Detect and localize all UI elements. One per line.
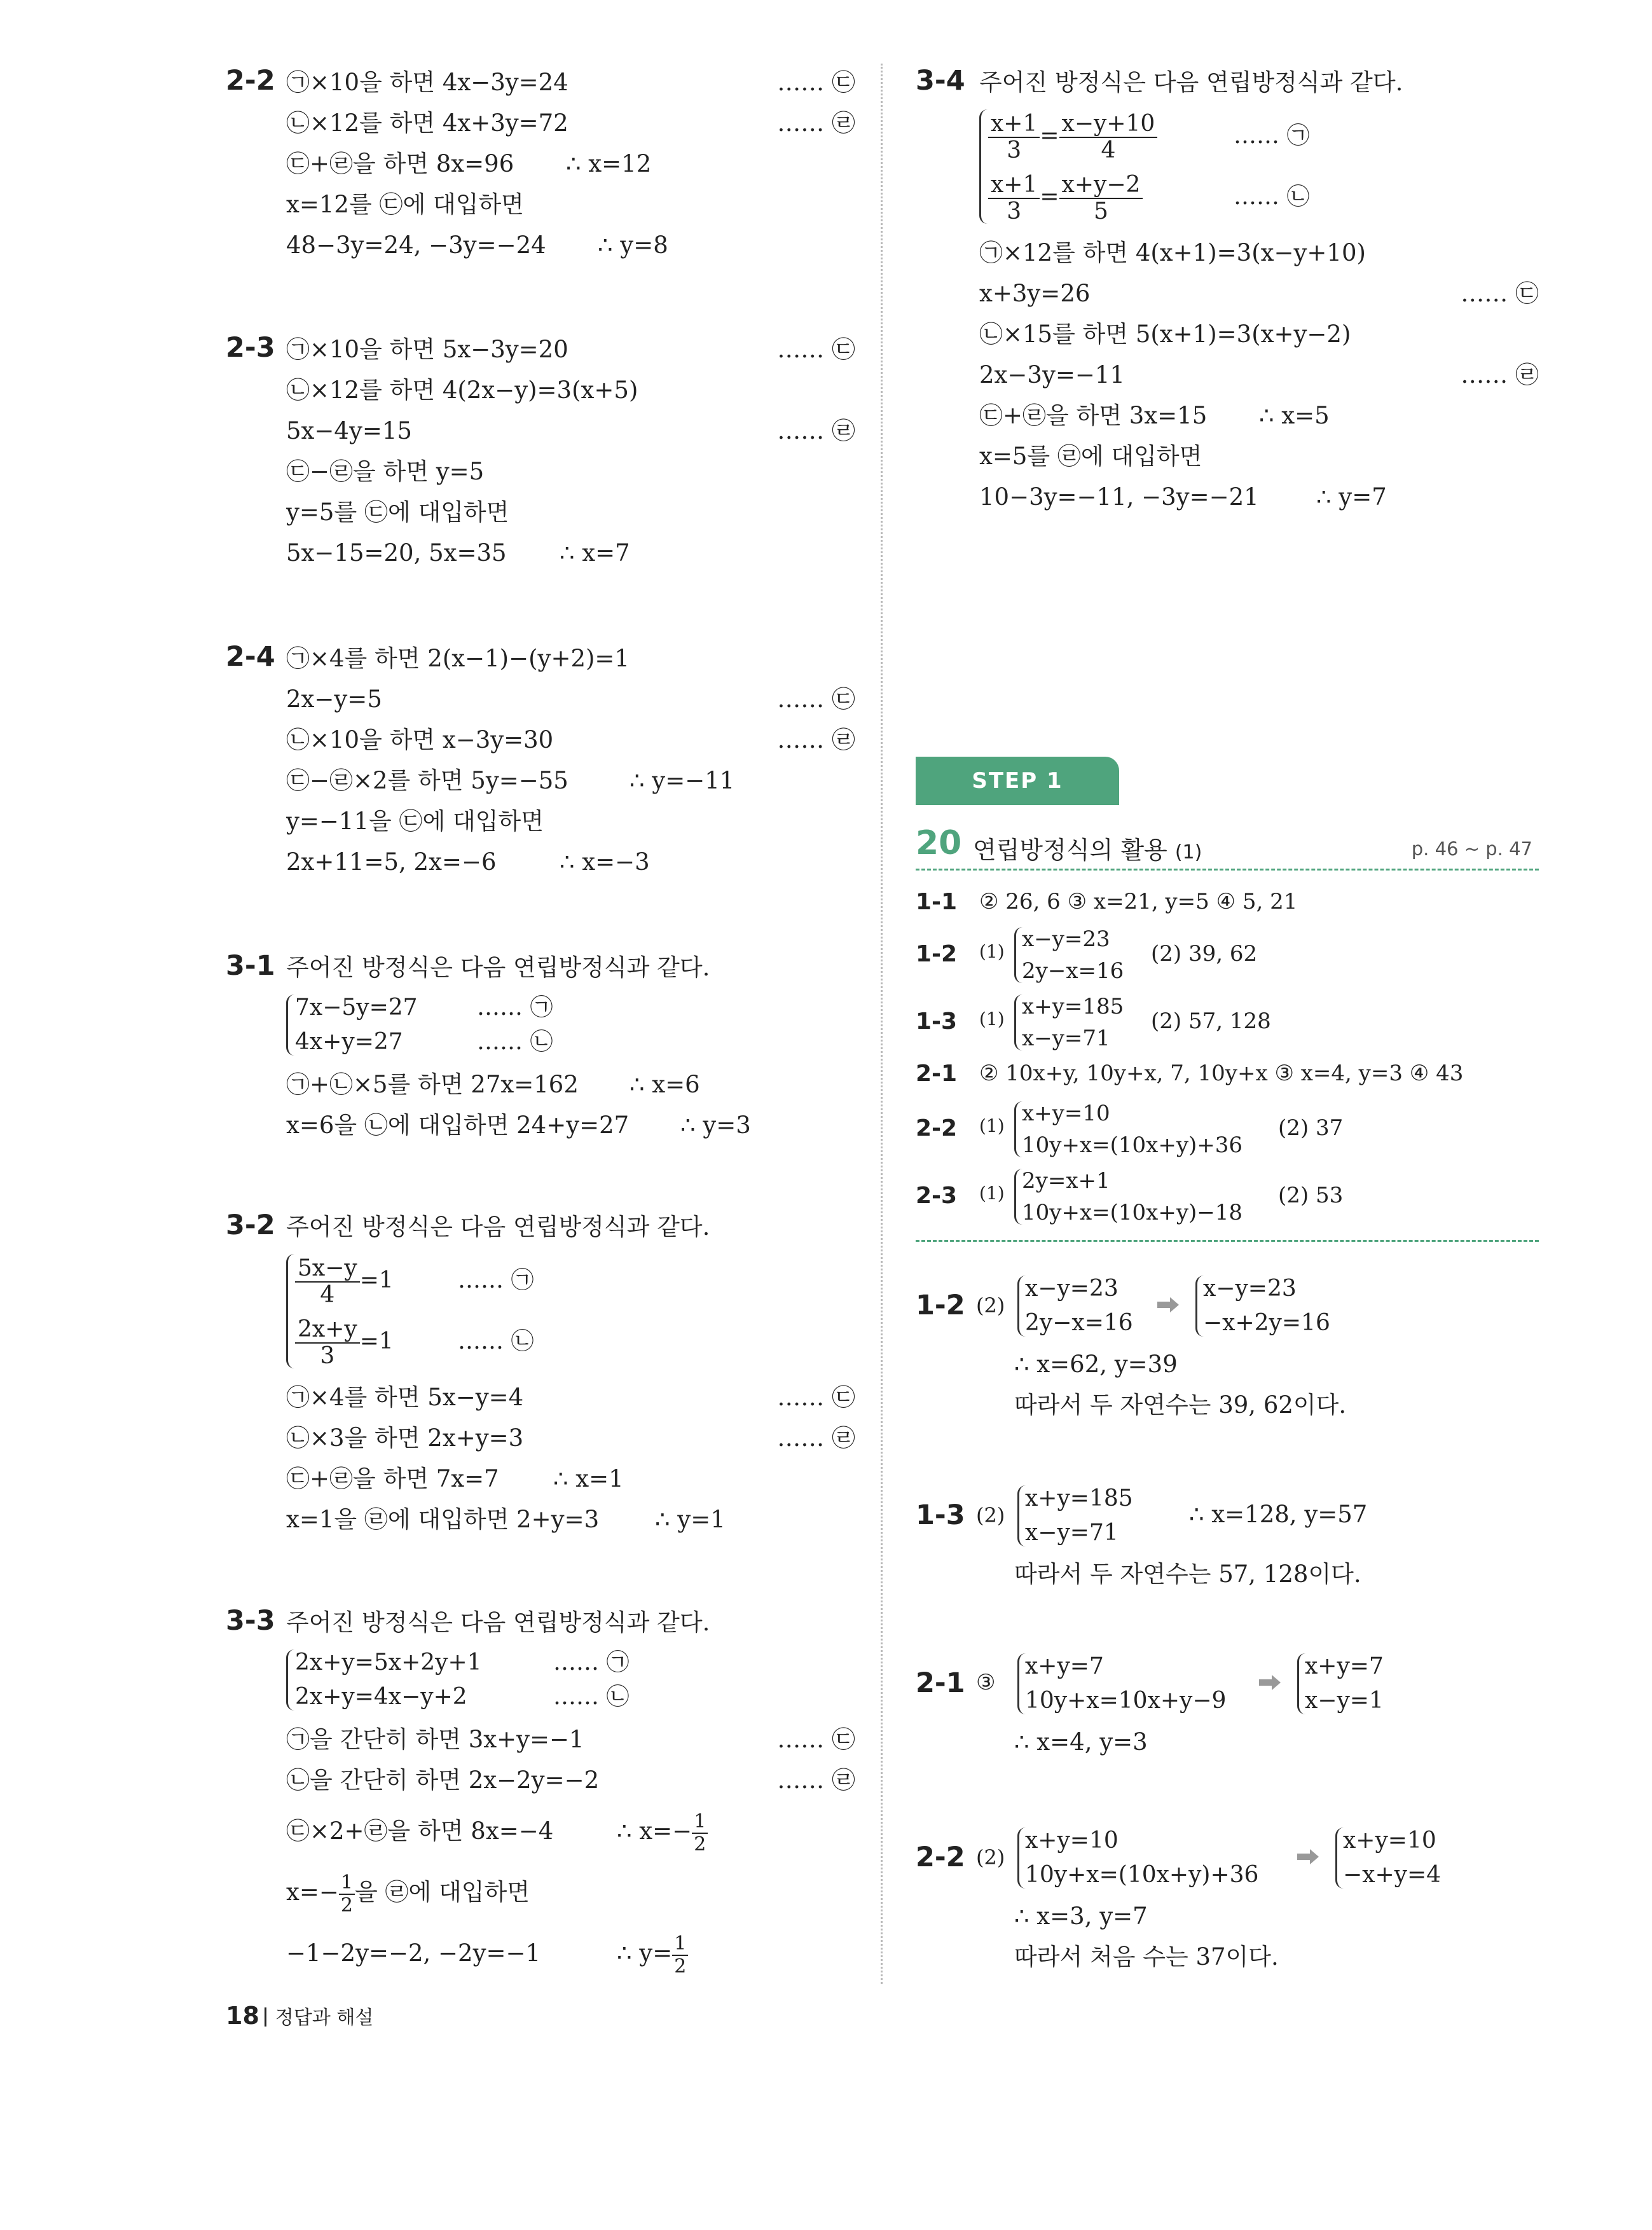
solution-line: x+3y=26 (979, 280, 1091, 307)
solution-line: 2x−y=5 (286, 685, 382, 713)
numerator: x+1 (988, 172, 1040, 199)
equation-tag: …… ㉣ (777, 109, 855, 137)
problem-number: 3-3 (226, 1605, 275, 1637)
rhs: =1 (359, 1328, 394, 1354)
therefore-result: ∴ y=1 (655, 1506, 726, 1533)
equation-tag: …… ㉡ (458, 1328, 534, 1354)
section-subtitle: (1) (1174, 841, 1202, 864)
page-range: p. 46 ~ p. 47 (1411, 838, 1532, 860)
answer-number: 1-1 (916, 889, 958, 915)
system-equation: −x+2y=16 (1203, 1310, 1330, 1336)
answer-number: 2-2 (916, 1115, 958, 1141)
therefore-result: ∴ x=1 (553, 1465, 624, 1492)
therefore-result: ∴ x=− (617, 1817, 692, 1845)
equation-tag: …… ㉣ (1461, 361, 1539, 389)
answer-number: 2-1 (916, 1061, 958, 1087)
brace (1195, 1276, 1204, 1337)
section-header (916, 824, 1539, 871)
solution-line: ㉡×3을 하면 2x+y=3 (286, 1424, 524, 1452)
therefore-result: ∴ x=−3 (560, 848, 650, 876)
system-equation: x+y=185 (1025, 1485, 1133, 1511)
answer-text: ② 26, 6 ③ x=21, y=5 ④ 5, 21 (979, 889, 1298, 914)
solution-line: 5x−4y=15 (286, 417, 412, 444)
equation-system (286, 991, 855, 1059)
problem-number: 1-2 (916, 1290, 965, 1321)
answer-text: ② 10x+y, 10y+x, 7, 10y+x ③ x=4, y=3 ④ 43 (979, 1061, 1464, 1086)
numerator: x+y−2 (1059, 172, 1143, 199)
solution-line: ∴ x=62, y=39 (1014, 1351, 1178, 1378)
system-equation: 10y+x=(10x+y)−18 (1022, 1200, 1243, 1225)
system-equation: 7x−5y=27 (295, 995, 418, 1021)
equation-tag: …… ㉣ (777, 1424, 855, 1452)
solution-line: ㉠×12를 하면 4(x+1)=3(x−y+10) (979, 239, 1366, 266)
solution-line: ∴ x=3, y=7 (1014, 1903, 1148, 1930)
system-equation: x−y=71 (1022, 1026, 1110, 1051)
brace (1014, 995, 1022, 1050)
conclusion-line: 따라서 두 자연수는 39, 62이다. (1014, 1391, 1347, 1419)
system-equation: −x+y=4 (1343, 1862, 1442, 1888)
equation-tag: …… ㉡ (1234, 184, 1310, 210)
denominator: 4 (320, 1282, 335, 1308)
equation-tag: …… ㉠ (477, 995, 553, 1021)
system-equation: 4x+y=27 (295, 1029, 403, 1055)
equation-tag: …… ㉣ (777, 1766, 855, 1794)
brace (1017, 1827, 1026, 1889)
rhs: =1 (359, 1267, 394, 1293)
page-number: 18 (226, 2002, 259, 2030)
brace (1017, 1653, 1026, 1714)
problem-intro: 주어진 방정식은 다음 연립방정식과 같다. (286, 1609, 710, 1636)
therefore-result: ∴ y= (617, 1939, 673, 1967)
solution-line: ㉢−㉣×2를 하면 5y=−55 (286, 767, 568, 794)
arrow-right-icon (1297, 1849, 1319, 1864)
page-footer (226, 2002, 373, 2030)
system-equation: 2y=x+1 (1022, 1168, 1110, 1194)
solution-line: 48−3y=24, −3y=−24 (286, 231, 546, 259)
equation-tag: …… ㉠ (458, 1267, 534, 1293)
system-equation: 10y+x=10x+y−9 (1025, 1688, 1227, 1714)
denominator: 3 (1007, 137, 1022, 163)
problem-intro: 주어진 방정식은 다음 연립방정식과 같다. (979, 69, 1403, 96)
problem-number: 3-2 (226, 1209, 275, 1241)
brace (1014, 927, 1022, 983)
system-equation: 10y+x=(10x+y)+36 (1025, 1862, 1259, 1888)
section-divider (916, 1240, 1539, 1242)
brace (1297, 1653, 1305, 1714)
answer-text: (2) 37 (1278, 1115, 1344, 1141)
footer-title: 정답과 해설 (275, 2007, 374, 2029)
problem-number: 2-2 (226, 65, 275, 97)
system-equation: x+y=7 (1305, 1653, 1384, 1679)
therefore-result: ∴ y=8 (598, 231, 668, 259)
solution-line: y=−11을 ㉢에 대입하면 (286, 808, 544, 835)
therefore-result: ∴ y=3 (680, 1112, 751, 1139)
answer-text: (2) 53 (1278, 1183, 1344, 1208)
numerator: x−y+10 (1059, 111, 1158, 138)
solution-line: ㉢+㉣을 하면 7x=7 (286, 1465, 499, 1492)
solution-line: 2x−3y=−11 (979, 361, 1125, 389)
problem-number: 2-1 (916, 1667, 965, 1699)
solution-line: ㉡을 간단히 하면 2x−2y=−2 (286, 1766, 600, 1794)
part-label: (2) (976, 1293, 1005, 1318)
denominator: 4 (1101, 137, 1116, 163)
solution-line: ㉡×15를 하면 5(x+1)=3(x+y−2) (979, 320, 1351, 348)
solution-line: ㉡×12를 하면 4(2x−y)=3(x+5) (286, 376, 638, 404)
equation-tag: …… ㉡ (553, 1684, 630, 1710)
numerator: 5x−y (295, 1256, 360, 1283)
therefore-result: ∴ x=5 (1259, 402, 1330, 429)
solution-line: ㉠×10을 하면 4x−3y=24 (286, 69, 568, 96)
solution-line: 5x−15=20, 5x=35 (286, 539, 507, 567)
problem-number: 2-4 (226, 641, 275, 673)
problem-number: 1-3 (916, 1499, 965, 1531)
system-equation: x+y=10 (1343, 1827, 1436, 1854)
equation-tag: …… ㉢ (777, 1726, 855, 1753)
system-equation: x−y=23 (1022, 926, 1110, 952)
equation-tag: …… ㉢ (777, 336, 855, 363)
part-label: (1) (979, 1115, 1005, 1136)
brace (1335, 1827, 1344, 1889)
problem-number: 3-4 (916, 65, 965, 97)
system-equation: 2y−x=16 (1022, 958, 1124, 984)
system-equation: x+y=10 (1022, 1101, 1110, 1126)
equation-tag: …… ㉢ (1461, 280, 1539, 307)
solution-line: ㉡×10을 하면 x−3y=30 (286, 726, 554, 754)
system-equation: x−y=71 (1025, 1520, 1119, 1546)
system-equation: x+y=7 (1025, 1653, 1104, 1679)
numerator: 1 (672, 1933, 688, 1956)
system-equation: 2x+y=5x+2y+1 (295, 1649, 482, 1676)
equation-tag: …… ㉣ (777, 417, 855, 444)
problem-number: 2-3 (226, 332, 275, 364)
section-number: 20 (916, 824, 962, 862)
denominator: 3 (320, 1343, 335, 1369)
therefore-result: ∴ y=−11 (630, 767, 735, 794)
solution-line: ∴ x=4, y=3 (1014, 1728, 1148, 1756)
solution-line: ㉢×2+㉣을 하면 8x=−4 (286, 1817, 554, 1845)
denominator: 2 (674, 1955, 687, 1978)
denominator: 2 (694, 1833, 706, 1855)
equation-tag: …… ㉢ (777, 1384, 855, 1411)
solution-line: x=6을 ㉡에 대입하면 24+y=27 (286, 1112, 630, 1139)
brace (1014, 1169, 1022, 1225)
solution-line: 2x+11=5, 2x=−6 (286, 848, 497, 876)
column-separator (881, 64, 883, 1984)
therefore-result: ∴ x=7 (560, 539, 630, 567)
conclusion-line: 따라서 처음 수는 37이다. (1014, 1943, 1279, 1971)
part-label: (1) (979, 1183, 1005, 1204)
problem-intro: 주어진 방정식은 다음 연립방정식과 같다. (286, 1213, 710, 1241)
system-equation: x+y=185 (1022, 994, 1124, 1019)
system-equation: x−y=23 (1203, 1276, 1297, 1302)
arrow-right-icon (1157, 1297, 1179, 1312)
solution-line: x=12를 ㉢에 대입하면 (286, 191, 524, 218)
numerator: 1 (339, 1872, 355, 1895)
equation-tag: …… ㉢ (777, 685, 855, 713)
answer-text: (2) 57, 128 (1151, 1008, 1271, 1034)
solution-line: x=− (286, 1878, 339, 1906)
system-equation: x−y=23 (1025, 1276, 1119, 1302)
answer-text: (2) 39, 62 (1151, 941, 1258, 967)
denominator: 2 (340, 1894, 353, 1917)
solution-line: ㉠을 간단히 하면 3x+y=−1 (286, 1726, 584, 1753)
solution-line: y=5를 ㉢에 대입하면 (286, 499, 509, 526)
denominator: 3 (1007, 198, 1022, 224)
therefore-result: ∴ x=128, y=57 (1189, 1501, 1368, 1528)
footer-divider (265, 2007, 266, 2027)
system-equation: x+y=10 (1025, 1827, 1119, 1854)
answer-number: 2-3 (916, 1183, 958, 1209)
step-tab: STEP 1 (916, 757, 1119, 805)
answer-number: 1-3 (916, 1008, 958, 1035)
part-label: (2) (976, 1503, 1005, 1527)
solution-line: ㉢+㉣을 하면 8x=96 (286, 150, 514, 177)
solution-line: ㉡×12를 하면 4x+3y=72 (286, 109, 568, 137)
equation-tag: …… ㉢ (777, 69, 855, 96)
arrow-right-icon (1259, 1675, 1281, 1690)
problem-number: 2-2 (916, 1841, 965, 1873)
system-equation: 2x+y=4x−y+2 (295, 1684, 467, 1710)
solution-line: −1−2y=−2, −2y=−1 (286, 1939, 541, 1967)
part-label: (1) (979, 1008, 1005, 1029)
solution-line: x=1을 ㉣에 대입하면 2+y=3 (286, 1506, 600, 1533)
fraction-equation-system: $\frac{x+1}{3}$ = $\frac{x-y+10}{4}$ …… ㉠ $\frac{x+1}{3}$ = $\frac{x+y-2}{5}$ …… ㉡ (979, 106, 1539, 228)
fraction-equation-system (286, 1250, 855, 1372)
part-label: (1) (979, 941, 1005, 962)
brace (1017, 1485, 1026, 1546)
solution-line: ㉢−㉣을 하면 y=5 (286, 458, 485, 485)
equation-tag: …… ㉣ (777, 726, 855, 754)
solution-line: ㉠×10을 하면 5x−3y=20 (286, 336, 568, 363)
problem-number: 3-1 (226, 950, 275, 982)
therefore-result: ∴ x=12 (566, 150, 652, 177)
solution-line: ㉢+㉣을 하면 3x=15 (979, 402, 1208, 429)
solution-line: 10−3y=−11, −3y=−21 (979, 483, 1259, 511)
problem-intro: 주어진 방정식은 다음 연립방정식과 같다. (286, 954, 710, 981)
system-equation: 2y−x=16 (1025, 1310, 1133, 1336)
numerator: 2x+y (295, 1317, 360, 1344)
system-equation: 10y+x=(10x+y)+36 (1022, 1132, 1243, 1158)
solution-line: ㉠×4를 하면 2(x−1)−(y+2)=1 (286, 645, 630, 672)
solution-line: ㉠+㉡×5를 하면 27x=162 (286, 1071, 579, 1098)
solution-line: x=5를 ㉣에 대입하면 (979, 443, 1202, 470)
equation-system (286, 1646, 855, 1714)
numerator: x+1 (988, 111, 1040, 138)
answer-number: 1-2 (916, 941, 958, 967)
solution-line: 을 ㉣에 대입하면 (354, 1878, 530, 1906)
conclusion-line: 따라서 두 자연수는 57, 128이다. (1014, 1560, 1361, 1588)
therefore-result: ∴ x=6 (630, 1071, 700, 1098)
brace (1014, 1101, 1022, 1157)
brace (1017, 1276, 1026, 1337)
equation-tag: …… ㉠ (553, 1649, 630, 1676)
numerator: 1 (692, 1811, 708, 1834)
equation-tag: …… ㉠ (1234, 123, 1310, 149)
therefore-result: ∴ y=7 (1316, 483, 1387, 511)
solution-line: ㉠×4를 하면 5x−y=4 (286, 1384, 524, 1411)
part-label: (2) (976, 1845, 1005, 1869)
section-title: 연립방정식의 활용 (973, 836, 1167, 864)
system-equation: x−y=1 (1305, 1688, 1384, 1714)
equation-tag: …… ㉡ (477, 1029, 553, 1055)
denominator: 5 (1094, 198, 1108, 224)
part-label: ③ (976, 1670, 996, 1695)
